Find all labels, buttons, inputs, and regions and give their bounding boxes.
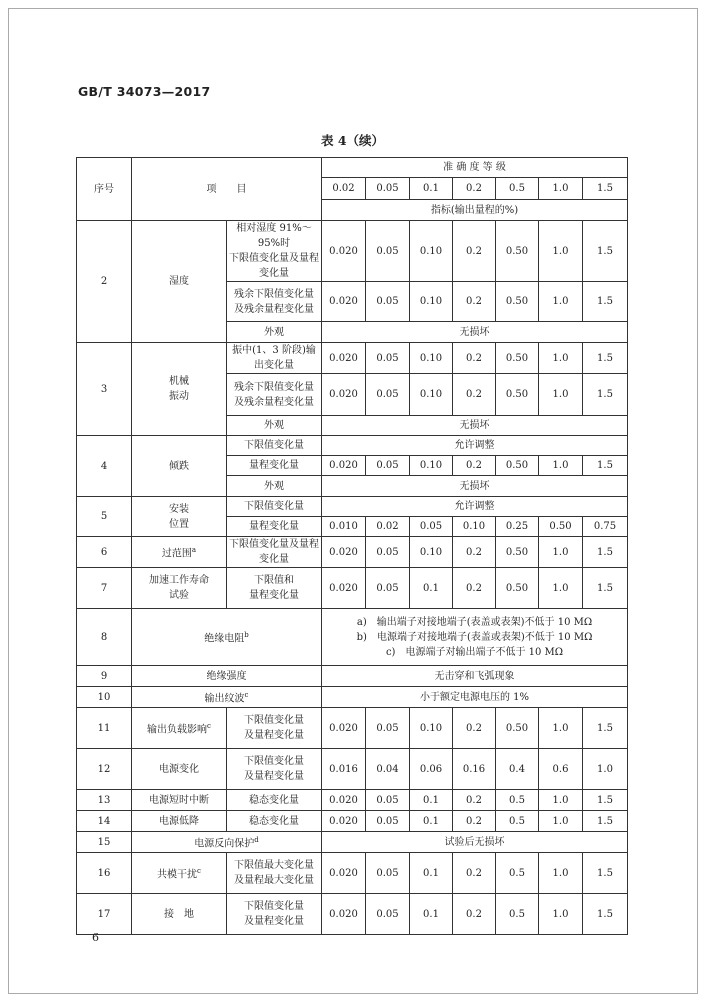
value-cell: 0.020 xyxy=(322,853,366,894)
table-row xyxy=(77,221,628,282)
table-row xyxy=(77,609,628,666)
value-cell: 0.1 xyxy=(410,790,453,811)
value-cell: 1.5 xyxy=(583,811,628,832)
table-row xyxy=(77,343,628,374)
value-cell: 0.06 xyxy=(410,749,453,790)
desc-line: 下限值变化量 xyxy=(244,756,304,767)
value-cell: 0.2 xyxy=(453,894,496,935)
value-cell: 0.020 xyxy=(322,456,366,476)
desc-line: 下限值变化量 xyxy=(244,901,304,912)
value-cell: 0.05 xyxy=(366,537,410,568)
value-cell: 0.50 xyxy=(496,343,539,374)
value-cell: 0.05 xyxy=(366,708,410,749)
grade-cell: 0.2 xyxy=(453,178,496,200)
row-name: 输出负载影响$^c$ xyxy=(132,708,227,749)
value-cell: 0.05 xyxy=(366,221,410,282)
row-no: 11 xyxy=(77,708,132,749)
value-cell: 0.2 xyxy=(453,811,496,832)
value-cell: 0.020 xyxy=(322,374,366,416)
row-desc: 外观 xyxy=(227,476,322,497)
row-name: 过范围$^a$ xyxy=(132,537,227,568)
name-line: 安装 xyxy=(169,503,189,515)
value-cell: 0.10 xyxy=(410,708,453,749)
value-cell: 0.25 xyxy=(496,517,539,537)
name-line: 加速工作寿命 xyxy=(149,575,209,586)
value-cell: 0.05 xyxy=(366,790,410,811)
value-cell: 1.5 xyxy=(583,708,628,749)
name-line: 位置 xyxy=(169,518,189,530)
value-cell: 0.50 xyxy=(496,456,539,476)
requirement-cell: 无损坏 xyxy=(322,322,628,343)
desc-line: 及量程变化量 xyxy=(244,916,304,927)
value-cell: 0.6 xyxy=(539,749,583,790)
value-cell: 1.0 xyxy=(539,456,583,476)
value-cell: 1.0 xyxy=(539,343,583,374)
value-cell: 0.1 xyxy=(410,853,453,894)
requirement-line: c) 电源端子对输出端子不低于 10 MΩ xyxy=(385,646,564,658)
name-line: 机械 xyxy=(169,376,189,387)
value-cell: 0.2 xyxy=(453,708,496,749)
table-row xyxy=(77,749,628,790)
row-no: 4 xyxy=(77,436,132,497)
desc-line: 下限值变化量 xyxy=(244,715,304,726)
value-cell: 0.2 xyxy=(453,282,496,322)
value-cell: 1.5 xyxy=(583,456,628,476)
value-cell: 1.0 xyxy=(539,374,583,416)
value-cell: 0.010 xyxy=(322,517,366,537)
desc-line: 量程变化量 xyxy=(249,590,299,601)
value-cell: 0.50 xyxy=(539,517,583,537)
grade-cell: 0.05 xyxy=(366,178,410,200)
row-no: 14 xyxy=(77,811,132,832)
desc-line: 及量程最大变化量 xyxy=(234,875,314,886)
table-row xyxy=(77,894,628,935)
row-no: 3 xyxy=(77,343,132,436)
value-cell: 0.020 xyxy=(322,537,366,568)
table-row xyxy=(77,497,628,517)
value-cell: 0.05 xyxy=(366,568,410,609)
value-cell: 1.0 xyxy=(539,853,583,894)
value-cell: 1.0 xyxy=(539,568,583,609)
value-cell: 0.10 xyxy=(453,517,496,537)
value-cell: 1.5 xyxy=(583,282,628,322)
value-cell: 1.5 xyxy=(583,853,628,894)
desc-line: 及量程变化量 xyxy=(244,771,304,782)
value-cell: 0.05 xyxy=(366,282,410,322)
value-cell: 0.10 xyxy=(410,456,453,476)
row-name: 绝缘电阻$^b$ xyxy=(132,609,322,666)
value-cell: 0.50 xyxy=(496,221,539,282)
table-row xyxy=(77,790,628,811)
table-title: 表 4（续） xyxy=(320,133,385,148)
value-cell: 0.2 xyxy=(453,790,496,811)
grade-cell: 1.0 xyxy=(539,178,583,200)
row-name: 输出纹波$^c$ xyxy=(132,687,322,708)
grade-cell: 0.5 xyxy=(496,178,539,200)
value-cell: 0.2 xyxy=(453,456,496,476)
value-cell: 1.0 xyxy=(539,708,583,749)
value-cell: 0.05 xyxy=(366,853,410,894)
col-no-header: 序号 xyxy=(77,158,132,221)
row-no: 17 xyxy=(77,894,132,935)
header-row xyxy=(77,158,628,178)
value-cell: 0.020 xyxy=(322,343,366,374)
row-desc: 稳态变化量 xyxy=(227,790,322,811)
value-cell: 0.75 xyxy=(583,517,628,537)
row-desc: 下限值变化量及量程变化量 xyxy=(227,537,322,568)
table-row xyxy=(77,687,628,708)
value-cell: 1.5 xyxy=(583,537,628,568)
value-cell: 0.020 xyxy=(322,221,366,282)
value-cell: 0.1 xyxy=(410,568,453,609)
desc-line: 残余下限值变化量 xyxy=(234,288,314,300)
value-cell: 0.10 xyxy=(410,282,453,322)
spec-table xyxy=(76,157,628,935)
row-desc xyxy=(227,853,322,894)
row-desc xyxy=(227,282,322,322)
requirement-line: b) 电源端子对接地端子(表盖或表架)不低于 10 MΩ xyxy=(356,631,593,643)
value-cell: 0.05 xyxy=(366,343,410,374)
value-cell: 0.10 xyxy=(410,537,453,568)
row-desc xyxy=(227,708,322,749)
value-cell: 0.5 xyxy=(496,790,539,811)
col-accuracy-header: 准 确 度 等 级 xyxy=(322,158,628,178)
value-cell: 0.50 xyxy=(496,537,539,568)
value-cell: 1.5 xyxy=(583,568,628,609)
insulation-requirements xyxy=(322,609,628,666)
value-cell: 0.020 xyxy=(322,811,366,832)
row-no: 8 xyxy=(77,609,132,666)
row-name: 绝缘强度 xyxy=(132,666,322,687)
row-name: 电源反向保护$^d$ xyxy=(132,832,322,853)
row-no: 15 xyxy=(77,832,132,853)
standard-id: GB/T 34073—2017 xyxy=(78,84,211,99)
requirement-cell: 允许调整 xyxy=(322,497,628,517)
row-desc: 下限值变化量 xyxy=(227,497,322,517)
value-cell: 0.04 xyxy=(366,749,410,790)
desc-line: 下限值变化量及量程变化量 xyxy=(229,253,319,279)
value-cell: 1.5 xyxy=(583,790,628,811)
desc-line: 及量程变化量 xyxy=(244,730,304,741)
table-row xyxy=(77,537,628,568)
grade-cell: 1.5 xyxy=(583,178,628,200)
row-desc: 量程变化量 xyxy=(227,517,322,537)
desc-line: 残余下限值变化量 xyxy=(234,381,314,393)
value-cell: 1.5 xyxy=(583,343,628,374)
row-no: 6 xyxy=(77,537,132,568)
value-cell: 1.0 xyxy=(539,537,583,568)
row-no: 5 xyxy=(77,497,132,537)
row-desc: 外观 xyxy=(227,416,322,436)
desc-line: 及残余量程变化量 xyxy=(234,396,314,408)
row-name xyxy=(132,497,227,537)
value-cell: 1.0 xyxy=(539,811,583,832)
value-cell: 0.05 xyxy=(366,811,410,832)
value-cell: 0.50 xyxy=(496,282,539,322)
value-cell: 0.2 xyxy=(453,853,496,894)
value-cell: 1.5 xyxy=(583,374,628,416)
value-cell: 0.05 xyxy=(410,517,453,537)
value-cell: 0.50 xyxy=(496,568,539,609)
row-name xyxy=(132,343,227,436)
value-cell: 0.50 xyxy=(496,374,539,416)
requirement-cell: 允许调整 xyxy=(322,436,628,456)
value-cell: 0.5 xyxy=(496,894,539,935)
value-cell: 0.05 xyxy=(366,374,410,416)
value-cell: 1.0 xyxy=(539,894,583,935)
value-cell: 0.020 xyxy=(322,282,366,322)
row-desc xyxy=(227,894,322,935)
desc-line: 相对湿度 91%～95%时 xyxy=(236,223,312,249)
value-cell: 0.10 xyxy=(410,374,453,416)
row-desc xyxy=(227,374,322,416)
value-cell: 0.020 xyxy=(322,790,366,811)
value-cell: 0.020 xyxy=(322,568,366,609)
name-line: 振动 xyxy=(169,391,189,402)
row-name: 电源低降 xyxy=(132,811,227,832)
table-row xyxy=(77,853,628,894)
requirement-cell: 无损坏 xyxy=(322,416,628,436)
value-cell: 0.5 xyxy=(496,811,539,832)
table-row xyxy=(77,436,628,456)
row-desc xyxy=(227,568,322,609)
row-name: 共模干扰$^c$ xyxy=(132,853,227,894)
value-cell: 0.50 xyxy=(496,708,539,749)
row-no: 12 xyxy=(77,749,132,790)
value-cell: 0.05 xyxy=(366,456,410,476)
value-cell: 1.0 xyxy=(583,749,628,790)
row-desc: 稳态变化量 xyxy=(227,811,322,832)
desc-line: 下限值和 xyxy=(254,575,294,586)
value-cell: 0.10 xyxy=(410,343,453,374)
row-no: 13 xyxy=(77,790,132,811)
value-cell: 1.0 xyxy=(539,790,583,811)
row-no: 16 xyxy=(77,853,132,894)
value-cell: 0.2 xyxy=(453,568,496,609)
value-cell: 0.1 xyxy=(410,894,453,935)
table-row xyxy=(77,568,628,609)
row-name xyxy=(132,568,227,609)
row-name: 湿度 xyxy=(132,221,227,343)
grade-cell: 0.1 xyxy=(410,178,453,200)
table-row xyxy=(77,811,628,832)
row-desc: 下限值变化量 xyxy=(227,436,322,456)
value-cell: 0.10 xyxy=(410,221,453,282)
value-cell: 0.2 xyxy=(453,221,496,282)
row-no: 10 xyxy=(77,687,132,708)
value-cell: 0.020 xyxy=(322,708,366,749)
value-cell: 0.020 xyxy=(322,894,366,935)
value-cell: 0.05 xyxy=(366,894,410,935)
table-row xyxy=(77,708,628,749)
requirement-cell: 无损坏 xyxy=(322,476,628,497)
value-cell: 1.0 xyxy=(539,282,583,322)
requirement-line: a) 输出端子对接地端子(表盖或表架)不低于 10 MΩ xyxy=(356,616,593,628)
value-cell: 0.5 xyxy=(496,853,539,894)
row-no: 9 xyxy=(77,666,132,687)
row-desc: 外观 xyxy=(227,322,322,343)
col-item-header: 项 目 xyxy=(132,158,322,221)
table-row xyxy=(77,666,628,687)
row-name: 电源变化 xyxy=(132,749,227,790)
desc-line: 及残余量程变化量 xyxy=(234,303,314,315)
value-cell: 0.016 xyxy=(322,749,366,790)
requirement-cell: 试验后无损坏 xyxy=(322,832,628,853)
table-row xyxy=(77,832,628,853)
row-name: 电源短时中断 xyxy=(132,790,227,811)
row-desc xyxy=(227,749,322,790)
value-cell: 0.4 xyxy=(496,749,539,790)
page-number: 6 xyxy=(92,931,99,944)
name-line: 试验 xyxy=(169,590,189,601)
row-desc xyxy=(227,221,322,282)
value-cell: 0.2 xyxy=(453,343,496,374)
requirement-cell: 无击穿和飞弧现象 xyxy=(322,666,628,687)
row-name: 倾跌 xyxy=(132,436,227,497)
index-header: 指标(输出量程的%) xyxy=(322,200,628,221)
row-desc: 振中(1、3 阶段)输出变化量 xyxy=(227,343,322,374)
value-cell: 0.2 xyxy=(453,537,496,568)
row-desc: 量程变化量 xyxy=(227,456,322,476)
value-cell: 0.02 xyxy=(366,517,410,537)
value-cell: 1.5 xyxy=(583,221,628,282)
value-cell: 0.2 xyxy=(453,374,496,416)
row-no: 7 xyxy=(77,568,132,609)
row-name: 接 地 xyxy=(132,894,227,935)
desc-line: 下限值最大变化量 xyxy=(234,860,314,871)
value-cell: 1.5 xyxy=(583,894,628,935)
requirement-cell: 小于额定电源电压的 1% xyxy=(322,687,628,708)
value-cell: 0.16 xyxy=(453,749,496,790)
value-cell: 1.0 xyxy=(539,221,583,282)
value-cell: 0.1 xyxy=(410,811,453,832)
row-no: 2 xyxy=(77,221,132,343)
grade-cell: 0.02 xyxy=(322,178,366,200)
